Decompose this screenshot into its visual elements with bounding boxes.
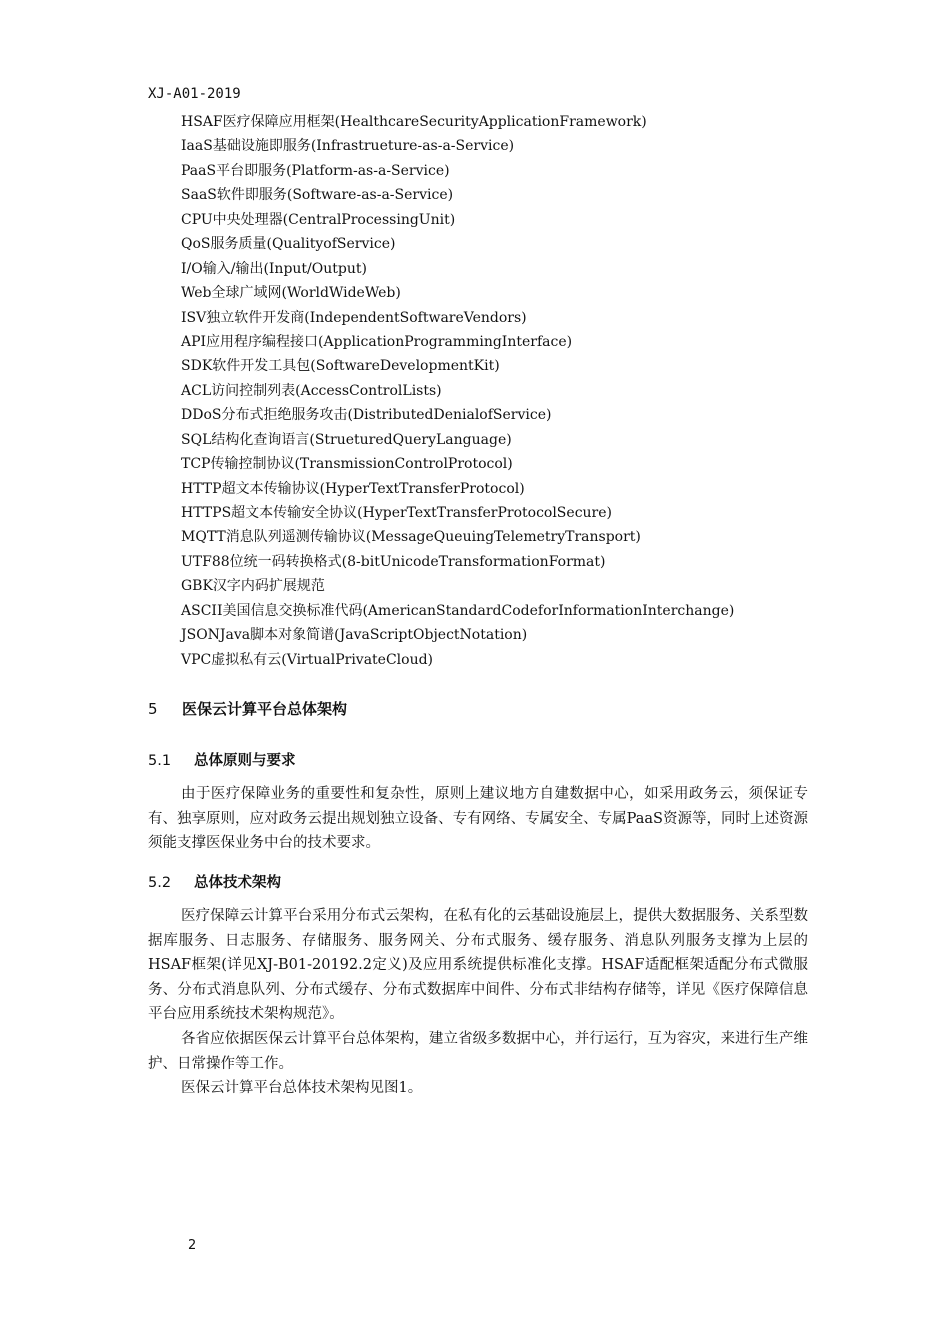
abbreviation-item: SDK软件开发工具包(SoftwareDevelopmentKit) xyxy=(181,358,500,375)
section-number: 5.2 xyxy=(148,875,172,891)
section-title: 总体原则与要求 xyxy=(194,753,296,769)
body-paragraph: 医疗保障云计算平台采用分布式云架构，在私有化的云基础设施层上，提供大数据服务、关系型数据库服务、日志服务、存储服务、服务网关、分布式服务、缓存服务、消息队列服务支撑为上层的HSAF框架(详见XJ-B01-20192.2定义)及应用系统提供标准化支撑。HSAF适配框架适配分布式微服务、分布式消息队列、分布式缓存、分布式数据库中间件、分布式非结构存储等，详见《医疗保障信息平台应用系统技术架构规范》。 xyxy=(148,908,808,1022)
abbreviation-item: DDoS分布式拒绝服务攻击(DistributedDenialofService) xyxy=(181,407,552,424)
abbreviation-item: SaaS软件即服务(Software-as-a-Service) xyxy=(181,187,454,204)
abbreviation-list xyxy=(181,110,734,672)
abbreviation-item: CPU中央处理器(CentralProcessingUnit) xyxy=(181,211,456,228)
abbreviation-item: GBK汉字内码扩展规范 xyxy=(181,578,325,595)
abbreviation-item: MQTT消息队列遥测传输协议(MessageQueuingTelemetryTransport) xyxy=(181,529,641,546)
abbreviation-item: JSONJava脚本对象简谱(JavaScriptObjectNotation) xyxy=(181,627,528,644)
abbreviation-item: HTTPS超文本传输安全协议(HyperTextTransferProtocolSecure) xyxy=(181,505,612,521)
abbreviation-item: ASCII美国信息交换标准代码(AmericanStandardCodeforInformationInterchange) xyxy=(181,602,735,619)
abbreviation-item: QoS服务质量(QualityofService) xyxy=(181,236,396,253)
page-number: 2 xyxy=(188,1238,197,1253)
abbreviation-item: TCP传输控制协议(TransmissionControlProtocol) xyxy=(181,456,513,473)
document-id: XJ-A01-2019 xyxy=(148,86,241,102)
abbreviation-item: IaaS基础设施即服务(Infrastrueture-as-a-Service) xyxy=(181,138,515,155)
body-paragraph: 医保云计算平台总体技术架构见图1。 xyxy=(181,1080,423,1096)
abbreviation-item: API应用程序编程接口(ApplicationProgrammingInterface) xyxy=(181,333,573,350)
body-paragraph: 由于医疗保障业务的重要性和复杂性，原则上建议地方自建数据中心，如采用政务云，须保证专有、独享原则，应对政务云提出规划独立设备、专有网络、专属安全、专属PaaS资源等，同时上述资源须能支撑医保业务中台的技术要求。 xyxy=(148,786,808,851)
abbreviation-item: Web全球广域网(WorldWideWeb) xyxy=(181,285,401,302)
abbreviation-item: SQL结构化查询语言(StrueturedQueryLanguage) xyxy=(181,431,512,448)
abbreviation-item: HSAF医疗保障应用框架(HealthcareSecurityApplicationFramework) xyxy=(181,114,647,130)
abbreviation-item: UTF88位统一码转换格式(8-bitUnicodeTransformationFormat) xyxy=(181,553,606,570)
section-number: 5.1 xyxy=(148,753,172,769)
body-paragraph: 各省应依据医保云计算平台总体架构，建立省级多数据中心，并行运行，互为容灾，来进行生产维护、日常操作等工作。 xyxy=(148,1031,808,1072)
section-title: 总体技术架构 xyxy=(194,875,281,891)
abbreviation-item: I/O输入/输出(Input/Output) xyxy=(181,260,367,277)
abbreviation-item: ACL访问控制列表(AccessControlLists) xyxy=(181,382,442,399)
section-title: 医保云计算平台总体架构 xyxy=(182,700,348,718)
abbreviation-item: HTTP超文本传输协议(HyperTextTransferProtocol) xyxy=(181,480,525,497)
section-5-1-heading xyxy=(148,749,296,770)
section-5-2-heading xyxy=(148,871,281,892)
section-number: 5 xyxy=(148,700,158,718)
section-5-heading xyxy=(148,698,347,719)
abbreviation-item: ISV独立软件开发商(IndependentSoftwareVendors) xyxy=(181,309,527,326)
abbreviation-item: PaaS平台即服务(Platform-as-a-Service) xyxy=(181,162,450,179)
abbreviation-item: VPC虚拟私有云(VirtualPrivateCloud) xyxy=(181,651,434,668)
